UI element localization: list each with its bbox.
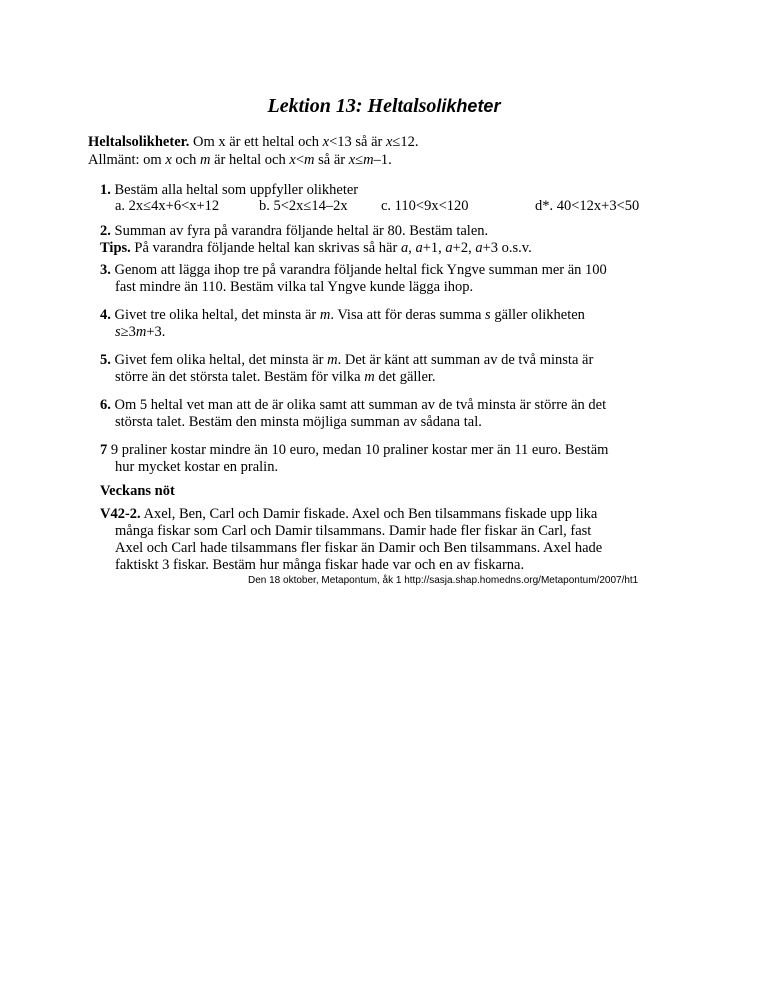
weekly-line-4: faktiskt 3 fiskar. Bestäm hur många fiskar hade var och en av fiskarna. [115, 557, 525, 573]
var: x [385, 134, 393, 150]
text: så är [314, 152, 349, 168]
problem-1-d: d*. 40<12x+3<50 [535, 198, 640, 214]
var: a [400, 240, 409, 256]
var: x [348, 152, 356, 168]
intro-line-2 [88, 151, 392, 169]
problem-3 [100, 261, 607, 279]
problem-1-b: b. 5<2x≤14–2x [259, 198, 348, 214]
problem-number: 4. [100, 307, 111, 323]
text: 9 praliner kostar mindre än 10 euro, medan 10 praliner kostar mer än 11 euro. Bestäm [107, 442, 609, 458]
text: Genom att lägga ihop tre på varandra följande heltal fick Yngve summan mer än 100 [110, 262, 607, 278]
text: <13 så är [329, 134, 386, 150]
problem-4 [100, 306, 585, 324]
var: m [135, 324, 147, 340]
text: Givet fem olika heltal, det minsta är [110, 352, 328, 368]
var: a [445, 240, 453, 256]
problem-5 [100, 351, 593, 369]
page-footer: Den 18 oktober, Metapontum, åk 1 http://sasja.shap.homedns.org/Metapontum/2007/ht1 [248, 575, 639, 586]
text: Bestäm alla heltal som uppfyller olikheter [110, 182, 359, 198]
text: +3 o.s.v. [482, 240, 532, 256]
var: x [165, 152, 172, 168]
text: –1. [373, 152, 392, 168]
var: m [319, 307, 331, 323]
problem-6 [100, 396, 606, 414]
var: a [475, 240, 483, 256]
text: , [408, 240, 416, 256]
var: x [322, 134, 330, 150]
text: det gäller. [374, 369, 436, 385]
text: ≤12. [392, 134, 419, 150]
title-prefix: Lektion 13: [267, 95, 368, 117]
text: +2, [452, 240, 476, 256]
text: är heltal och [210, 152, 290, 168]
page-title [0, 94, 768, 118]
weekly-heading: Veckans nöt [100, 483, 175, 499]
text: +3. [146, 324, 166, 340]
text: . Visa att för deras summa [330, 307, 486, 323]
var: s [115, 324, 121, 340]
problem-2 [100, 222, 488, 240]
problem-number: 1. [100, 182, 111, 198]
problem-1-a: a. 2x≤4x+6<x+12 [115, 198, 220, 214]
problem-6-line-2: största talet. Bestäm den minsta möjliga summan av sådana tal. [115, 414, 482, 430]
problem-7 [100, 441, 608, 459]
tips-label: Tips. [100, 240, 131, 256]
problem-number: 6. [100, 397, 111, 413]
weekly-line-3: Axel och Carl hade tilsammans fler fiskar än Damir och Ben tilsammans. Axel hade [115, 540, 603, 556]
var: a [415, 240, 423, 256]
var: m [199, 152, 211, 168]
problem-1-c: c. 110<9x<120 [381, 198, 469, 214]
text: ≤ [355, 152, 364, 168]
text: Axel, Ben, Carl och Damir fiskade. Axel och Ben tilsammans fiskade upp lika [140, 506, 598, 522]
text: +1, [422, 240, 446, 256]
text: och [171, 152, 200, 168]
title-word-end: likheter [436, 96, 501, 116]
problem-7-line-2: hur mycket kostar en pralin. [115, 459, 279, 475]
text: Summan av fyra på varandra följande heltal är 80. Bestäm talen. [110, 223, 489, 239]
problem-number: 3. [100, 262, 111, 278]
text: större än det största talet. Bestäm för vilka [115, 369, 365, 385]
var: m [304, 152, 315, 168]
var: m [327, 352, 338, 368]
weekly-problem [100, 505, 597, 523]
problem-3-line-2: fast mindre än 110. Bestäm vilka tal Yngve kunde lägga ihop. [115, 279, 474, 295]
problem-number: 7 [100, 442, 108, 458]
var: m [363, 152, 374, 168]
problem-4-line-2 [115, 323, 165, 341]
problem-2-tips [100, 239, 532, 257]
problem-number: 5. [100, 352, 111, 368]
text: På varandra följande heltal kan skrivas så här [130, 240, 401, 256]
problem-number: 2. [100, 223, 111, 239]
var: x [289, 152, 296, 168]
var: m [364, 369, 375, 385]
text: Om x är ett heltal och [189, 134, 323, 150]
text: Om 5 heltal vet man att de är olika samt att summan av de två minsta är större än det [110, 397, 607, 413]
text: Allmänt: om [88, 152, 166, 168]
problem-number: V42-2. [100, 506, 141, 522]
text: gäller olikheten [490, 307, 585, 323]
text: ≥3 [120, 324, 136, 340]
intro-label: Heltalsolikheter. [88, 134, 190, 150]
text: Givet tre olika heltal, det minsta är [110, 307, 320, 323]
var: s [485, 307, 491, 323]
title-word-start: Heltalso [367, 95, 437, 117]
problem-5-line-2 [115, 368, 436, 386]
text: . Det är känt att summan av de två minsta är [337, 352, 594, 368]
intro-line-1 [88, 133, 419, 151]
weekly-line-2: många fiskar som Carl och Damir tilsammans. Damir hade fler fiskar än Carl, fast [115, 523, 592, 539]
text: < [295, 152, 304, 168]
